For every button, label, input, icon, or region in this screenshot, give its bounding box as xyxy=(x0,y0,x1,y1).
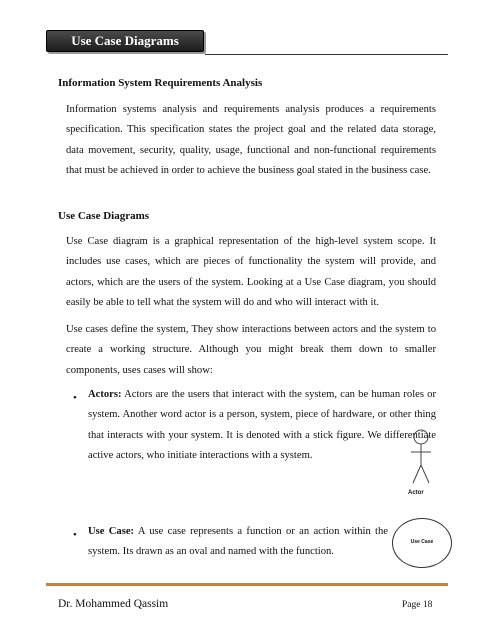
header-divider xyxy=(205,54,448,55)
bullet-actors xyxy=(88,385,436,506)
footer-divider xyxy=(46,583,448,586)
bullet-text: Actors are the users that interact with the system, can be human roles or system. Another word actor is a person, system, piece of hardware, or other thing that interacts with your system. It is denoted with a stick figure. We differentiate active actors, who initiate interactions with a system. xyxy=(88,389,436,461)
footer-author: Dr. Mohammed Qassim xyxy=(58,598,169,610)
paragraph-requirements: Information systems analysis and requirements analysis produces a requirements specification. This specification states the project goal and the related data storage, data movement, security, quality, usage, functional and non-functional requirements that must be achieved in order to achieve the business goal stated in the business case. xyxy=(66,104,436,176)
page-number: Page 18 xyxy=(402,600,433,610)
section-banner xyxy=(46,30,204,52)
actor-label: Actor xyxy=(408,490,424,496)
bullet-text: A use case represents a function or an action within the system. Its drawn as an oval and named with the function. xyxy=(88,526,388,558)
bullet-use-case xyxy=(88,522,388,563)
section-heading-use-case-diagrams: Use Case Diagrams xyxy=(58,210,150,222)
bullet-marker: • xyxy=(73,529,77,541)
bullet-term: Actors: xyxy=(88,389,122,400)
paragraph-use-case-interactions: Use cases define the system, They show interactions between actors and the system to create a working structure. Although you might break them down to smaller components, uses cases will show: xyxy=(66,324,436,376)
bullet-marker: • xyxy=(73,392,77,404)
section-heading-requirements: Information System Requirements Analysis xyxy=(58,77,263,89)
use-case-oval-label: Use Case xyxy=(410,539,434,545)
use-case-oval-icon xyxy=(392,518,452,568)
actor-stick-figure-icon xyxy=(408,428,436,488)
banner-title: Use Case Diagrams xyxy=(71,33,179,48)
paragraph-use-case-definition: Use Case diagram is a graphical representation of the high-level system scope. It includes use cases, which are pieces of functionality the system will provide, and actors, which are the users of the system. Looking at a Use Case diagram, you should easily be able to tell what the system will do and who will interact with it. xyxy=(66,236,436,308)
bullet-term: Use Case: xyxy=(88,526,135,537)
